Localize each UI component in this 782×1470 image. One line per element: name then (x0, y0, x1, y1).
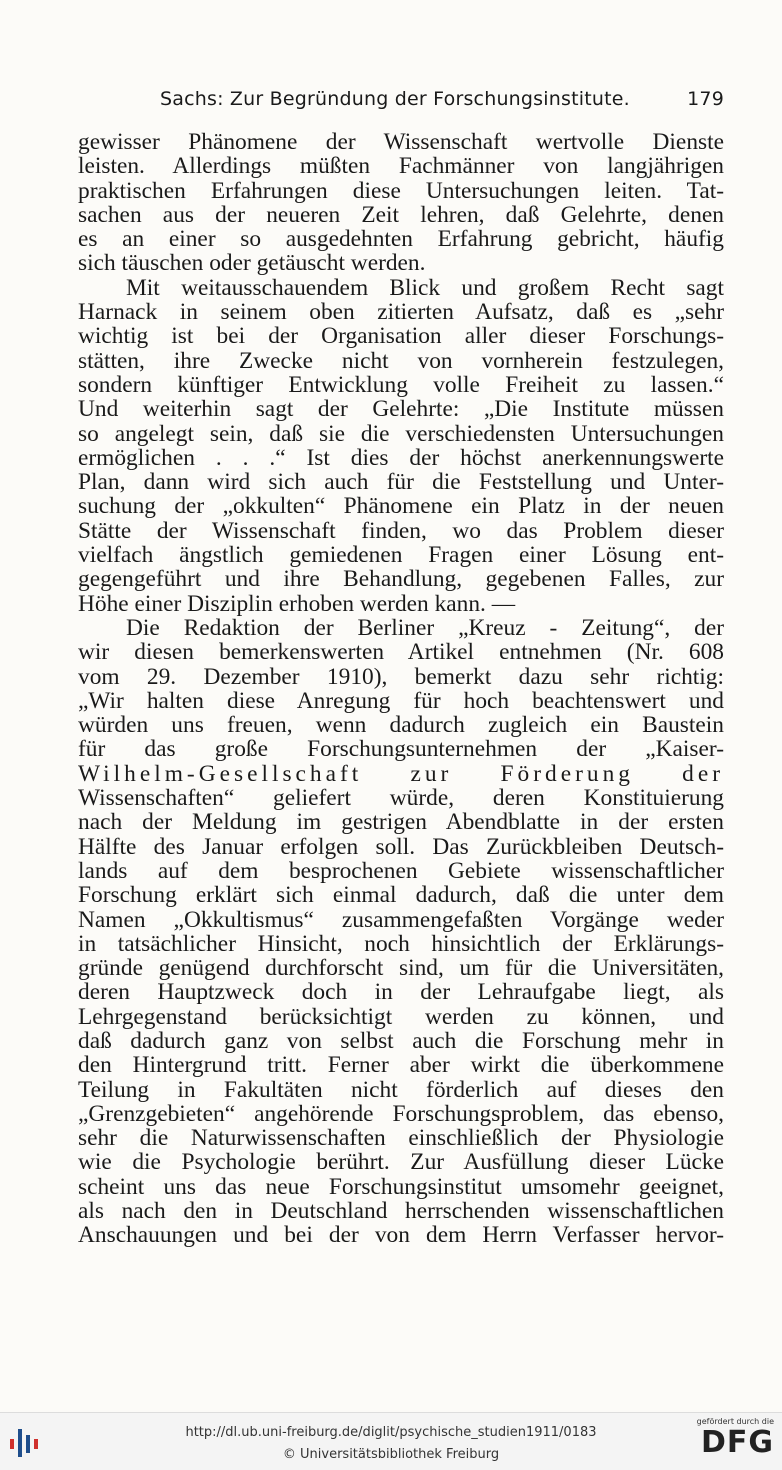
text-line: gründe genügend durchforscht sind, um für die Universitäten, (78, 955, 724, 982)
dfg-logo: DFG (700, 1425, 774, 1460)
text-line: den Hintergrund tritt. Ferner aber wirkt die überkommene (78, 1052, 724, 1079)
text-line: wir diesen bemerkenswerten Artikel entnehmen (Nr. 608 (78, 639, 724, 666)
text-line: daß dadurch ganz von selbst auch die Forschung mehr in (78, 1027, 724, 1054)
dfg-caption: gefördert durch die (696, 1417, 774, 1426)
text-line: vom 29. Dezember 1910), bemerkt dazu sehr richtig: (78, 663, 724, 690)
text-line: Stätte der Wissenschaft finden, wo das Problem dieser (78, 517, 724, 544)
text-line: würden uns freuen, wenn dadurch zugleich ein Baustein (78, 712, 724, 739)
source-url-link[interactable]: http://dl.ub.uni-freiburg.de/diglit/psychische_studien1911/0183 (185, 1425, 597, 1440)
text-line: scheint uns das neue Forschungsinstitut umsomehr geeignet, (78, 1173, 724, 1200)
text-line: ermöglichen . . .“ Ist dies der höchst anerkennungswerte (78, 444, 724, 471)
text-line: sehr die Naturwissenschaften einschließlich der Physiologie (78, 1125, 724, 1152)
text-line: gegengeführt und ihre Behandlung, gegebenen Falles, zur (78, 566, 724, 593)
text-line: Namen „Okkultismus“ zusammengefaßten Vorgänge weder (78, 906, 724, 933)
viewer-footer (0, 1412, 782, 1470)
text-line: sachen aus der neueren Zeit lehren, daß Gelehrte, denen (78, 201, 724, 228)
text-line: Forschung erklärt sich einmal dadurch, daß die unter dem (78, 882, 724, 909)
text-line: „Wir halten diese Anregung für hoch beachtenswert und (78, 687, 724, 714)
text-line: deren Hauptzweck doch in der Lehraufgabe liegt, als (78, 979, 724, 1006)
text-line: nach der Meldung im gestrigen Abendblatte in der ersten (78, 809, 724, 836)
text-line: Lehrgegenstand berücksichtigt werden zu können, und (78, 1003, 724, 1030)
body-text (78, 130, 724, 1248)
text-line: Teilung in Fakultäten nicht förderlich auf dieses den (78, 1076, 724, 1103)
text-line: Wissenschaften“ geliefert würde, deren Konstituierung (78, 785, 724, 812)
running-title: Sachs: Zur Begründung der Forschungsinstitute. (160, 88, 630, 110)
text-line: es an einer so ausgedehnten Erfahrung gebricht, häufig (78, 226, 724, 253)
text-line: sondern künftiger Entwicklung volle Freiheit zu lassen.“ (78, 371, 724, 398)
text-line: Höhe einer Disziplin erhoben werden kann. — (78, 590, 516, 617)
text-line: suchung der „okkulten“ Phänomene ein Platz in der neuen (78, 493, 724, 520)
text-line: praktischen Erfahrungen diese Untersuchungen leiten. Tat- (78, 177, 724, 204)
text-line: Anschauungen und bei der von dem Herrn Verfasser hervor- (78, 1222, 724, 1249)
text-line: wie die Psychologie berührt. Zur Ausfüllung dieser Lücke (78, 1149, 724, 1176)
text-line: Wilhelm-Gesellschaft zur Förderung der (78, 760, 724, 787)
text-line: leisten. Allerdings müßten Fachmänner von langjährigen (78, 153, 724, 180)
text-line: Mit weitausschauendem Blick und großem Recht sagt (126, 274, 724, 301)
text-line: Plan, dann wird sich auch für die Feststellung und Unter- (78, 469, 724, 496)
page-header (160, 88, 724, 110)
copyright-text: © Universitätsbibliothek Freiburg (282, 1447, 500, 1462)
dfg-badge (692, 1417, 774, 1467)
text-line: wichtig ist bei der Organisation aller dieser Forschungs- (78, 323, 724, 350)
text-line: Hälfte des Januar erfolgen soll. Das Zurückbleiben Deutsch- (78, 833, 724, 860)
text-line: so angelegt sein, daß sie die verschiedensten Untersuchungen (78, 420, 724, 447)
text-line: gewisser Phänomene der Wissenschaft wertvolle Dienste (78, 129, 724, 155)
text-line: sich täuschen oder getäuscht werden. (78, 250, 426, 277)
text-line: Die Redaktion der Berliner „Kreuz - Zeitung“, der (126, 614, 724, 641)
text-line: für das große Forschungsunternehmen der „Kaiser- (78, 736, 724, 763)
text-line: Harnack in seinem oben zitierten Aufsatz, daß es „sehr (78, 299, 724, 326)
text-line: in tatsächlicher Hinsicht, noch hinsichtlich der Erklärungs- (78, 930, 724, 957)
text-line: lands auf dem besprochenen Gebiete wissenschaftlicher (78, 857, 724, 884)
text-line: als nach den in Deutschland herrschenden wissenschaftlichen (78, 1198, 724, 1225)
text-line: „Grenzgebieten“ angehörende Forschungsproblem, das ebenso, (78, 1100, 724, 1127)
page-number: 179 (687, 88, 724, 110)
text-line: vielfach ängstlich gemiedenen Fragen einer Lösung ent- (78, 542, 724, 569)
text-line: stätten, ihre Zwecke nicht von vornherein festzulegen, (78, 347, 724, 374)
text-line: Und weiterhin sagt der Gelehrte: „Die Institute müssen (78, 396, 724, 423)
